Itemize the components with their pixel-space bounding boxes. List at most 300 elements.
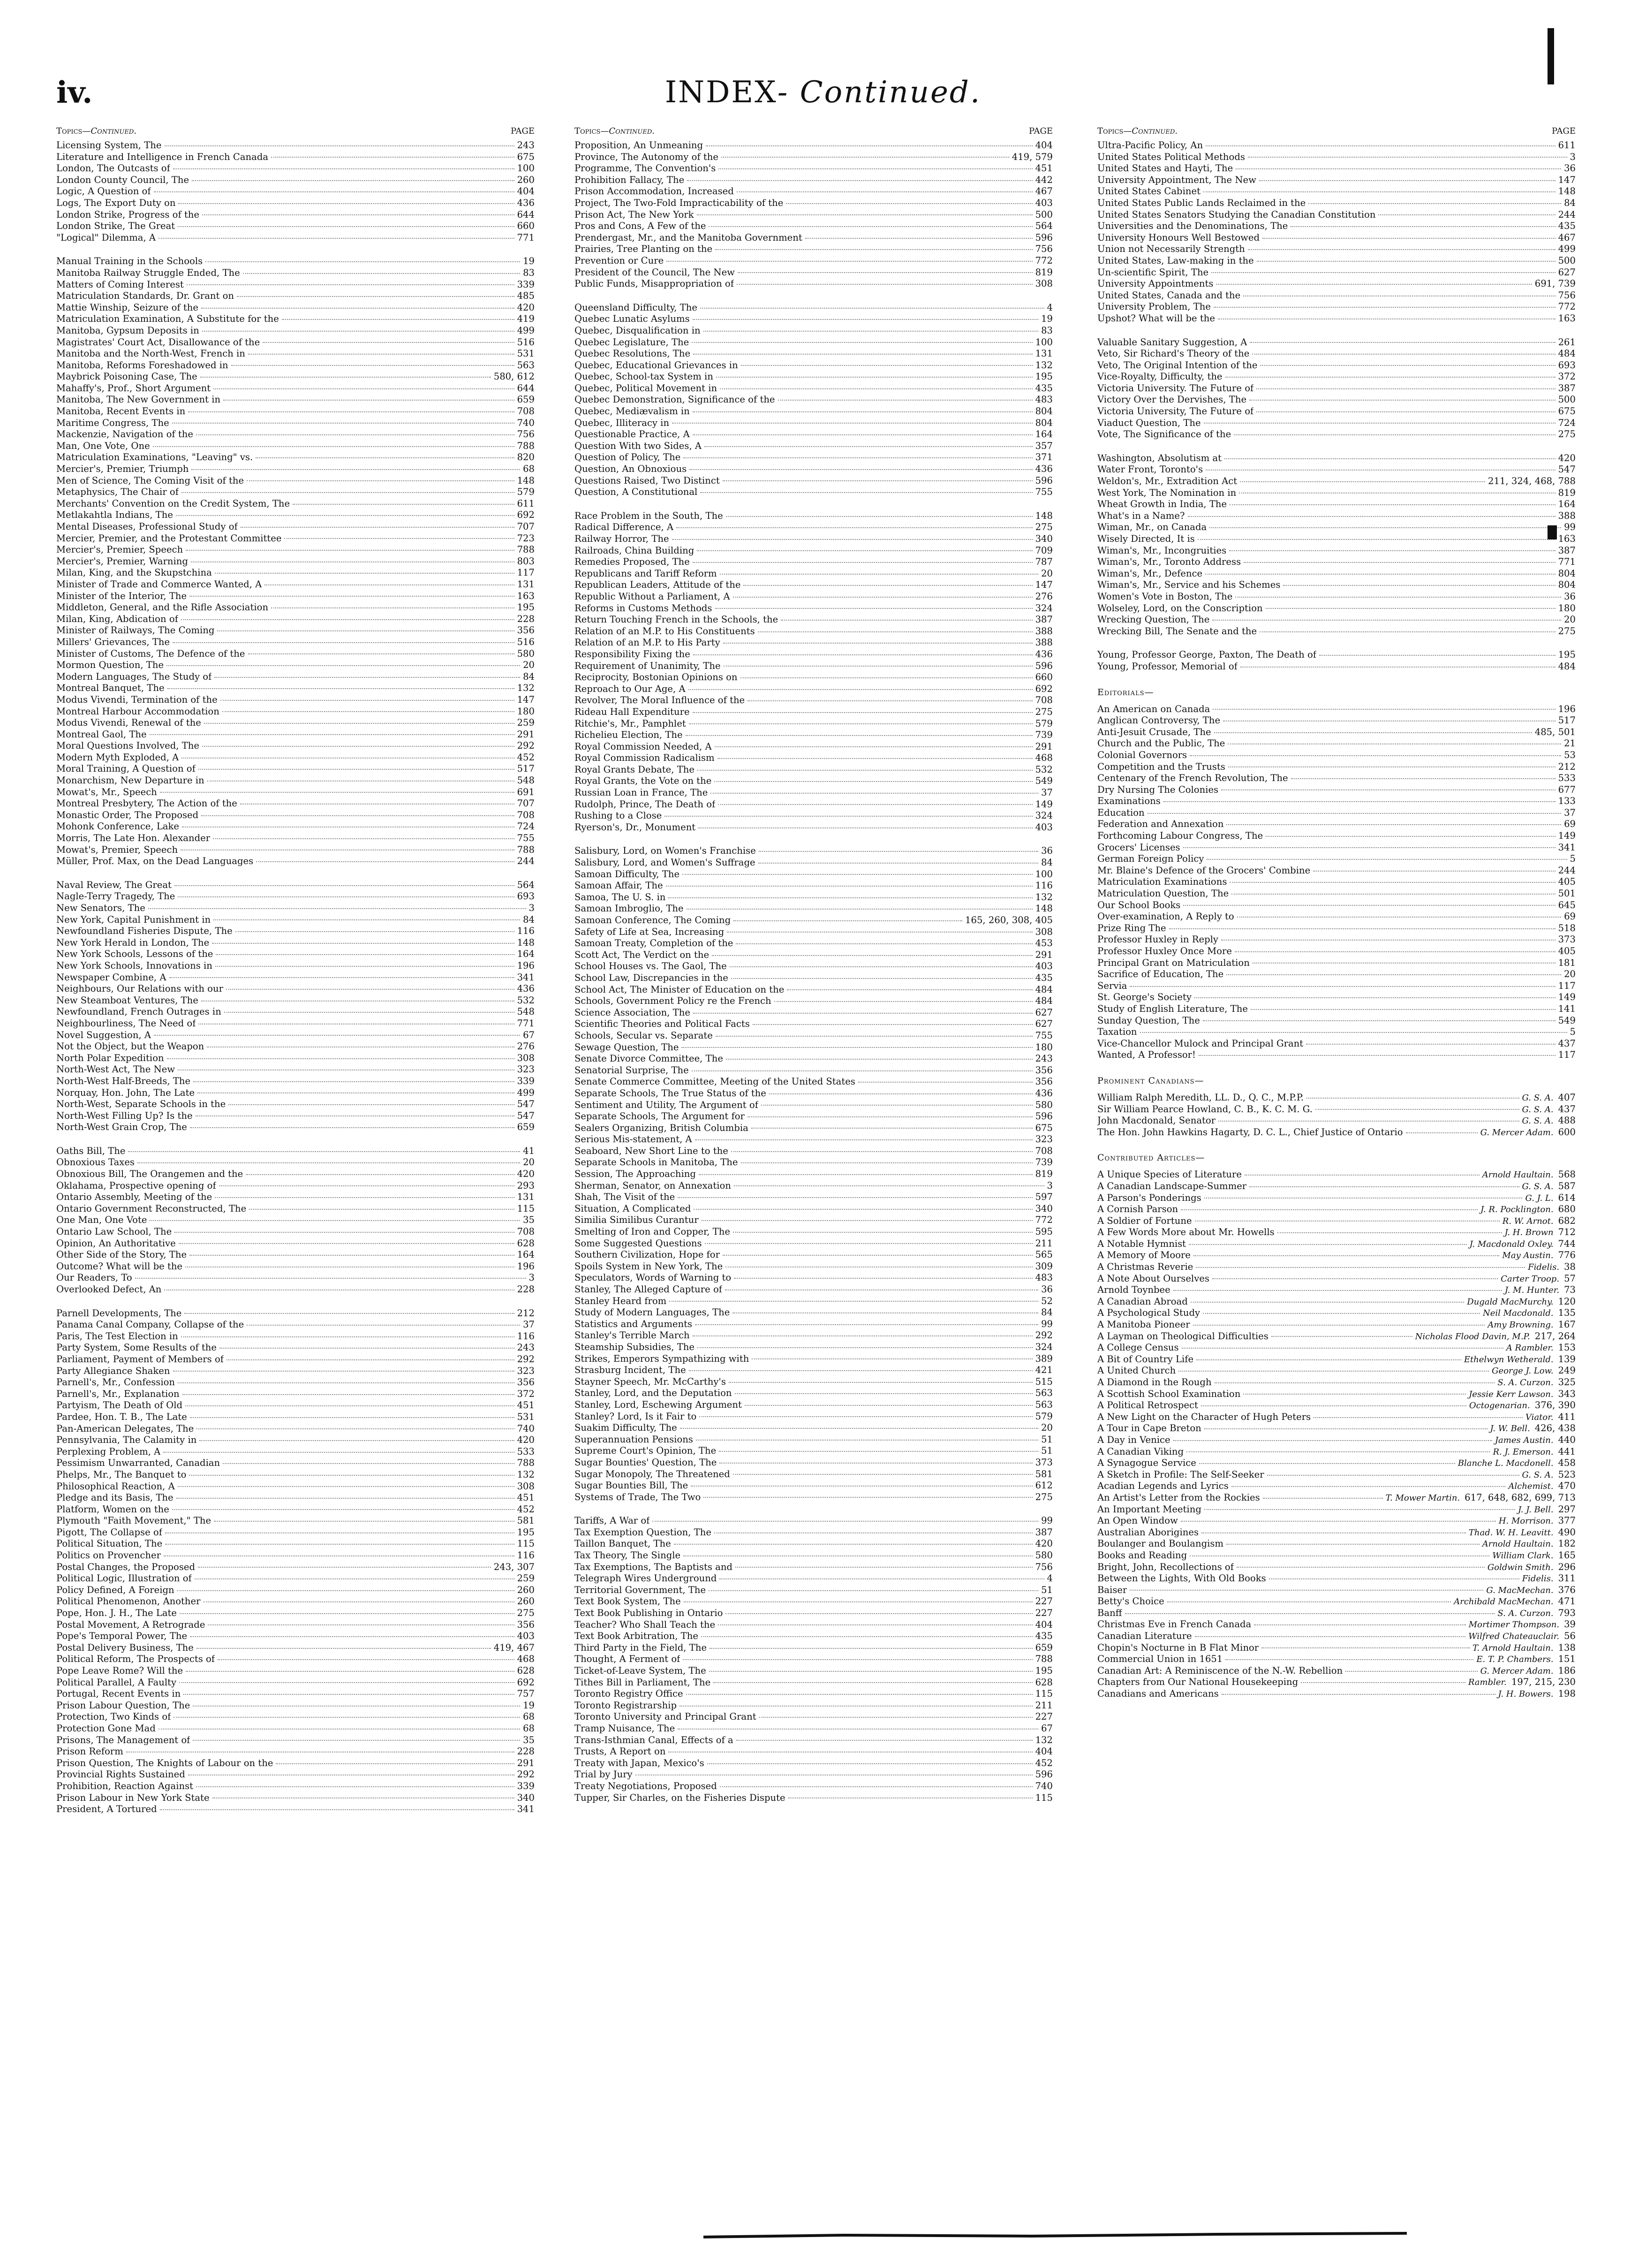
entry-page: 149 <box>1558 992 1576 1003</box>
entry-page: 436 <box>1035 1087 1053 1099</box>
index-entry <box>56 1226 535 1238</box>
index-entry <box>56 1064 535 1076</box>
entry-title: Newfoundland, French Outrages in <box>56 1006 221 1017</box>
entry-title: Washington, Absolutism at <box>1097 452 1222 463</box>
index-entry <box>56 625 535 637</box>
entry-title: Prohibition, Reaction Against <box>56 1780 194 1791</box>
entry-page: 228 <box>517 1746 535 1757</box>
index-entry <box>56 821 535 833</box>
index-section <box>1097 140 1576 325</box>
entry-title: Protection, Two Kinds of <box>56 1711 171 1722</box>
entry-page: 787 <box>1035 556 1053 568</box>
dot-leader <box>719 1578 1044 1579</box>
entry-page: 452 <box>517 1503 535 1515</box>
dot-leader <box>153 446 514 447</box>
entry-title: Universities and the Denominations, The <box>1097 220 1288 232</box>
entry-title: Samoa, The U. S. in <box>574 891 666 903</box>
index-entry <box>574 174 1053 186</box>
entry-page: 227 <box>1035 1608 1053 1619</box>
index-entry <box>56 556 535 568</box>
entry-page: 84 <box>523 914 535 925</box>
entry-title: Wiman, Mr., on Canada <box>1097 522 1207 533</box>
entry-title: Mercier's, Premier, Triumph <box>56 463 189 475</box>
entry-page: 420 <box>517 1434 535 1446</box>
dot-leader <box>199 1440 514 1441</box>
index-entry <box>574 591 1053 603</box>
entry-title: Republic Without a Parliament, A <box>574 591 730 602</box>
entry-title: Prison Reform <box>56 1746 123 1757</box>
dot-leader <box>666 260 1032 262</box>
dot-leader <box>1260 631 1555 632</box>
index-entry <box>574 961 1053 972</box>
entry-page: 372 <box>1558 371 1576 382</box>
entry-page: 533 <box>517 1446 535 1457</box>
index-entry <box>574 995 1053 1007</box>
index-entry <box>56 1365 535 1377</box>
section-heading: Editorials— <box>1097 687 1154 698</box>
index-entry <box>574 1457 1053 1469</box>
entry-page: 131 <box>1035 348 1053 359</box>
index-entry <box>574 1284 1053 1296</box>
entry-page: 387 <box>1558 545 1576 556</box>
index-entry <box>56 1331 535 1343</box>
index-entry <box>56 1596 535 1608</box>
entry-title: Wanted, A Professor! <box>1097 1049 1196 1061</box>
entry-author: J. H. Bowers. <box>1498 1689 1554 1699</box>
entry-title: Quebec Resolutions, The <box>574 348 691 359</box>
entry-author: J. M. Hunter. <box>1504 1285 1560 1296</box>
entry-title: Systems of Trade, The Two <box>574 1491 701 1502</box>
entry-title: Parnell Developments, The <box>56 1307 182 1319</box>
dot-leader <box>1212 619 1561 621</box>
index-entry <box>1097 1115 1576 1127</box>
entry-page: 117 <box>1558 1049 1576 1061</box>
entry-page: 69 <box>1564 911 1576 922</box>
entry-title: Valuable Sanitary Suggestion, A <box>1097 336 1247 348</box>
entry-page: 133 <box>1558 796 1576 807</box>
entry-page: 405 <box>1558 946 1576 956</box>
dot-leader <box>759 850 1038 852</box>
dot-leader <box>1228 743 1561 744</box>
entry-page: 84 <box>1041 1307 1053 1318</box>
entry-title: Mercier's, Premier, Speech <box>56 544 183 555</box>
entry-page: 356 <box>517 1377 535 1388</box>
index-entry <box>1097 853 1576 865</box>
dot-leader <box>1271 1335 1412 1337</box>
entry-page: 709 <box>1035 545 1053 556</box>
dot-leader <box>1250 341 1555 343</box>
entry-page: 243 <box>1035 1053 1053 1064</box>
index-entry <box>1097 591 1576 603</box>
entry-page: 549 <box>1035 775 1053 787</box>
entry-author: Nicholas Flood Davin, M.P. <box>1415 1331 1530 1342</box>
entry-page: 356 <box>517 1619 535 1630</box>
entry-page: 389 <box>1035 1353 1053 1364</box>
entry-page: 217, 264 <box>1534 1330 1576 1342</box>
title-continued: - Continued. <box>777 75 982 110</box>
index-entry <box>1097 337 1576 349</box>
dot-leader <box>1190 1555 1489 1556</box>
index-entry <box>56 1018 535 1030</box>
dot-leader <box>759 1716 1033 1718</box>
dot-leader <box>223 399 514 401</box>
entry-page: 776 <box>1558 1250 1576 1261</box>
index-entry <box>56 1781 535 1792</box>
entry-page: 628 <box>517 1665 535 1676</box>
entry-page: 115 <box>1035 1792 1053 1803</box>
column-heading-label <box>574 123 655 140</box>
entry-page: 36 <box>1041 1284 1053 1295</box>
dot-leader <box>163 1451 514 1453</box>
dot-leader <box>693 434 1033 435</box>
dot-leader <box>1256 388 1555 389</box>
entry-title: Monarchism, New Departure in <box>56 775 204 786</box>
entry-page: 755 <box>1035 486 1053 498</box>
index-entry <box>1097 1026 1576 1038</box>
entry-title: University Appointments <box>1097 278 1214 289</box>
entry-page: 4 <box>1047 302 1053 313</box>
entry-page: 627 <box>1035 1018 1053 1030</box>
dot-leader <box>719 1450 1038 1452</box>
dot-leader <box>1249 399 1555 401</box>
index-entry <box>1097 1538 1576 1550</box>
dot-leader <box>164 1289 514 1290</box>
entry-title: Manitoba, Reforms Foreshadowed in <box>56 359 228 371</box>
dot-leader <box>751 1127 1033 1129</box>
dot-leader <box>174 885 514 886</box>
entry-title: Weldon's, Mr., Extradition Act <box>1097 476 1238 487</box>
dot-leader <box>1244 561 1555 563</box>
entry-title: London, The Outcasts of <box>56 163 170 174</box>
index-entry <box>56 637 535 648</box>
index-entry <box>574 1065 1053 1077</box>
dot-leader <box>786 203 1032 204</box>
entry-title: University Problem, The <box>1097 301 1211 312</box>
dot-leader <box>1125 1613 1495 1614</box>
dot-leader <box>191 469 520 470</box>
entry-title: A Canadian Abroad <box>1097 1296 1188 1307</box>
index-entry <box>1097 197 1576 209</box>
dot-leader <box>715 746 1033 747</box>
dot-leader <box>716 1035 1033 1037</box>
topics-label: Topics <box>56 126 83 136</box>
index-entry <box>56 729 535 741</box>
entry-title: Ontario Law School, The <box>56 1226 172 1237</box>
index-entry <box>1097 579 1576 591</box>
entry-page: 692 <box>517 509 535 521</box>
entry-page: 516 <box>517 336 535 348</box>
entry-title: Union not Necessarily Strength <box>1097 243 1245 255</box>
entry-title: Taxation <box>1097 1026 1137 1038</box>
entry-title: An Artist's Letter from the Rockies <box>1097 1492 1260 1503</box>
dot-leader <box>154 1034 520 1036</box>
dot-leader <box>1169 928 1555 929</box>
dot-leader <box>1406 1132 1478 1133</box>
entry-page: 628 <box>517 1237 535 1249</box>
index-entry <box>1097 796 1576 807</box>
dot-leader <box>1130 1589 1483 1591</box>
entry-page: 755 <box>517 833 535 844</box>
entry-title: Protection Gone Mad <box>56 1722 156 1734</box>
entry-page: 308 <box>517 1480 535 1492</box>
index-entry <box>56 937 535 949</box>
entry-page: 115 <box>517 1203 535 1214</box>
index-entry <box>1097 842 1576 854</box>
entry-title: Müller, Prof. Max, on the Dead Languages <box>56 856 254 867</box>
entry-title: Seaboard, New Short Line to the <box>574 1145 728 1156</box>
dot-leader <box>682 873 1032 875</box>
dot-leader <box>725 1266 1032 1267</box>
dot-leader <box>248 653 514 654</box>
index-entry <box>574 1562 1053 1573</box>
index-entry <box>1097 1104 1576 1115</box>
index-entry <box>56 140 535 152</box>
index-entry <box>56 891 535 903</box>
index-entry <box>574 972 1053 984</box>
index-entry <box>56 1272 535 1284</box>
dot-leader <box>263 341 514 343</box>
index-entry <box>56 1504 535 1516</box>
entry-page: 309 <box>1035 1260 1053 1272</box>
dot-leader <box>717 758 1033 759</box>
entry-page: 148 <box>517 475 535 486</box>
entry-page: 708 <box>517 406 535 417</box>
entry-page: 41 <box>523 1145 535 1156</box>
entry-page: 212 <box>1558 761 1576 772</box>
entry-author: S. A. Curzon. <box>1497 1608 1554 1618</box>
entry-page: 341 <box>1558 842 1576 853</box>
entry-title: Philosophical Reaction, A <box>56 1480 175 1492</box>
entry-title: Postal Delivery Business, The <box>56 1642 194 1653</box>
entry-title: Text Book Arbitration, The <box>574 1631 698 1642</box>
index-entry <box>574 984 1053 996</box>
index-entry <box>1097 614 1576 626</box>
entry-title: An American on Canada <box>1097 703 1210 714</box>
index-entry <box>574 1088 1053 1100</box>
index-entry <box>574 579 1053 591</box>
dot-leader <box>219 1185 514 1186</box>
entry-page: 196 <box>517 1260 535 1272</box>
entry-title: Text Book Publishing in Ontario <box>574 1608 723 1619</box>
entry-title: Stanley? Lord, Is it Fair to <box>574 1411 697 1422</box>
dot-leader <box>1218 1120 1519 1122</box>
entry-author: A Rambler. <box>1506 1343 1554 1353</box>
index-entry <box>574 1134 1053 1145</box>
entry-page: 458 <box>1558 1457 1576 1469</box>
dot-leader <box>191 561 514 562</box>
entry-title: Text Book System, The <box>574 1596 681 1607</box>
index-entry <box>574 1399 1053 1411</box>
index-entry <box>1097 1562 1576 1573</box>
entry-title: Russian Loan in France, The <box>574 787 708 798</box>
index-entry <box>574 1076 1053 1088</box>
entry-page: 627 <box>1558 266 1576 278</box>
entry-author: E. T. P. Chambers. <box>1476 1654 1554 1665</box>
index-entry <box>56 1538 535 1550</box>
index-entry <box>1097 243 1576 255</box>
index-entry <box>574 649 1053 660</box>
entry-page: 339 <box>517 279 535 290</box>
entry-page: 292 <box>1035 1330 1053 1341</box>
index-entry <box>574 1249 1053 1261</box>
dot-leader <box>1189 1244 1467 1245</box>
entry-page: 692 <box>517 1676 535 1688</box>
entry-title: A Bit of Country Life <box>1097 1353 1194 1365</box>
index-entry <box>1097 1250 1576 1261</box>
index-entry <box>574 1619 1053 1631</box>
dot-leader <box>1253 962 1555 963</box>
dot-leader <box>189 1254 514 1256</box>
entry-page: 296 <box>1558 1561 1576 1572</box>
index-entry <box>574 822 1053 834</box>
dot-leader <box>1314 1417 1523 1418</box>
index-entry <box>56 880 535 891</box>
entry-page: 19 <box>523 256 535 267</box>
index-entry <box>574 510 1053 522</box>
index-entry <box>56 972 535 984</box>
entry-title: Prohibition Fallacy, The <box>574 174 685 185</box>
entry-page: 116 <box>517 1330 535 1342</box>
dot-leader <box>733 596 1033 598</box>
dot-leader <box>243 273 520 274</box>
entry-page: 153 <box>1558 1342 1576 1353</box>
entry-page: 707 <box>517 521 535 532</box>
index-entry <box>574 556 1053 568</box>
dot-leader <box>731 978 1033 979</box>
entry-title: Platform, Women on the <box>56 1503 169 1515</box>
entry-title: Study of Modern Languages, The <box>574 1307 730 1318</box>
entry-page: 148 <box>517 937 535 948</box>
entry-title: Pope's Temporal Power, The <box>56 1631 188 1642</box>
entry-page: 67 <box>523 1029 535 1040</box>
entry-page: 499 <box>517 1087 535 1098</box>
index-entry <box>1097 1015 1576 1027</box>
dot-leader <box>694 1208 1032 1210</box>
index-entry <box>56 406 535 417</box>
entry-title: Opinion, An Authoritative <box>56 1237 176 1249</box>
entry-page: 756 <box>1558 289 1576 301</box>
entry-title: United States, Canada and the <box>1097 289 1241 301</box>
dot-leader <box>212 1797 514 1798</box>
index-entry <box>56 152 535 163</box>
entry-page: 163 <box>1558 312 1576 324</box>
entry-page: 5 <box>1570 853 1576 865</box>
dot-leader <box>1163 801 1555 802</box>
entry-title: Sir William Pearce Howland, C. B., K. C. M. G. <box>1097 1103 1313 1115</box>
dot-leader <box>714 1532 1033 1533</box>
dot-leader <box>256 861 514 862</box>
entry-title: Neighbourliness, The Need of <box>56 1017 196 1029</box>
dot-leader <box>1226 1543 1480 1545</box>
dot-leader <box>672 422 1033 424</box>
dot-leader <box>213 838 514 839</box>
entry-page: 404 <box>1035 140 1053 151</box>
dot-leader <box>1204 1509 1515 1510</box>
dot-leader <box>725 1289 1038 1290</box>
entry-page: 83 <box>1041 325 1053 336</box>
entry-page: 523 <box>1558 1469 1576 1480</box>
entry-title: Prison Labour Question, The <box>56 1699 190 1711</box>
entry-title: Mental Diseases, Professional Study of <box>56 521 238 532</box>
entry-page: 148 <box>1035 903 1053 914</box>
entry-title: Political Logic, Illustration of <box>56 1573 192 1584</box>
entry-title: Ticket-of-Leave System, The <box>574 1665 706 1676</box>
entry-title: A New Light on the Character of Hugh Peters <box>1097 1411 1311 1422</box>
dot-leader <box>1239 492 1555 493</box>
index-entry <box>574 1480 1053 1492</box>
entry-author: Fidelis. <box>1528 1262 1560 1273</box>
index-section <box>1097 453 1576 637</box>
entry-author: Dugald MacMurchy. <box>1467 1297 1554 1307</box>
dot-leader <box>735 1393 1033 1394</box>
entry-author: Jessie Kerr Lawson. <box>1469 1389 1554 1399</box>
entry-title: Colonial Governors <box>1097 749 1187 760</box>
dot-leader <box>703 330 1038 332</box>
dot-leader <box>668 897 1032 898</box>
page-column-label: PAGE <box>511 126 535 136</box>
entry-page: 186 <box>1558 1665 1576 1676</box>
index-entry <box>56 232 535 244</box>
entry-title: Nagle-Terry Tragedy, The <box>56 891 175 902</box>
dot-leader <box>787 989 1032 990</box>
entry-page: 387 <box>1035 614 1053 625</box>
dot-leader <box>189 595 514 597</box>
dot-leader <box>1266 607 1555 609</box>
entry-page: 587 <box>1558 1180 1576 1191</box>
entry-title: Wiman's, Mr., Toronto Address <box>1097 556 1241 568</box>
index-entry <box>56 1469 535 1481</box>
entry-page: 517 <box>1558 715 1576 726</box>
entry-title: Servia <box>1097 980 1127 991</box>
index-entry <box>56 498 535 510</box>
entry-title: Senate Commerce Committee, Meeting of the United States <box>574 1076 855 1087</box>
dot-leader <box>1378 214 1555 215</box>
entry-page: 804 <box>1035 406 1053 417</box>
dot-leader <box>213 388 514 389</box>
dot-leader <box>1291 226 1555 227</box>
entry-page: 595 <box>1035 1226 1053 1237</box>
index-entry <box>56 383 535 394</box>
entry-title: Victoria University, The Future of <box>1097 406 1254 417</box>
entry-title: Political Situation, The <box>56 1538 163 1549</box>
index-entry <box>1097 934 1576 946</box>
index-entry <box>574 197 1053 209</box>
entry-page: 198 <box>1558 1688 1576 1699</box>
index-entry <box>574 1411 1053 1423</box>
index-entry <box>1097 545 1576 557</box>
dot-leader <box>1199 1054 1555 1056</box>
index-column-1 <box>56 123 535 1828</box>
entry-title: Quebec Legislature, The <box>574 336 689 348</box>
entry-title: Tramp Nuisance, The <box>574 1722 675 1734</box>
index-entry <box>574 938 1053 949</box>
dot-leader <box>227 1359 514 1360</box>
index-entry <box>1097 750 1576 761</box>
index-entry <box>1097 152 1576 163</box>
entry-title: Samoan Treaty, Completion of the <box>574 938 733 949</box>
entry-page: 57 <box>1564 1273 1576 1284</box>
dot-leader <box>700 307 1044 309</box>
dot-leader <box>720 573 1038 575</box>
entry-title: Question With two Sides, A <box>574 440 702 451</box>
dot-leader <box>1167 1601 1451 1602</box>
entry-title: Royal Grants Debate, The <box>574 764 695 775</box>
index-entry <box>1097 1654 1576 1665</box>
index-entry <box>574 1550 1053 1562</box>
dot-leader <box>178 1069 514 1070</box>
index-section <box>56 1145 535 1296</box>
index-entry <box>1097 761 1576 773</box>
